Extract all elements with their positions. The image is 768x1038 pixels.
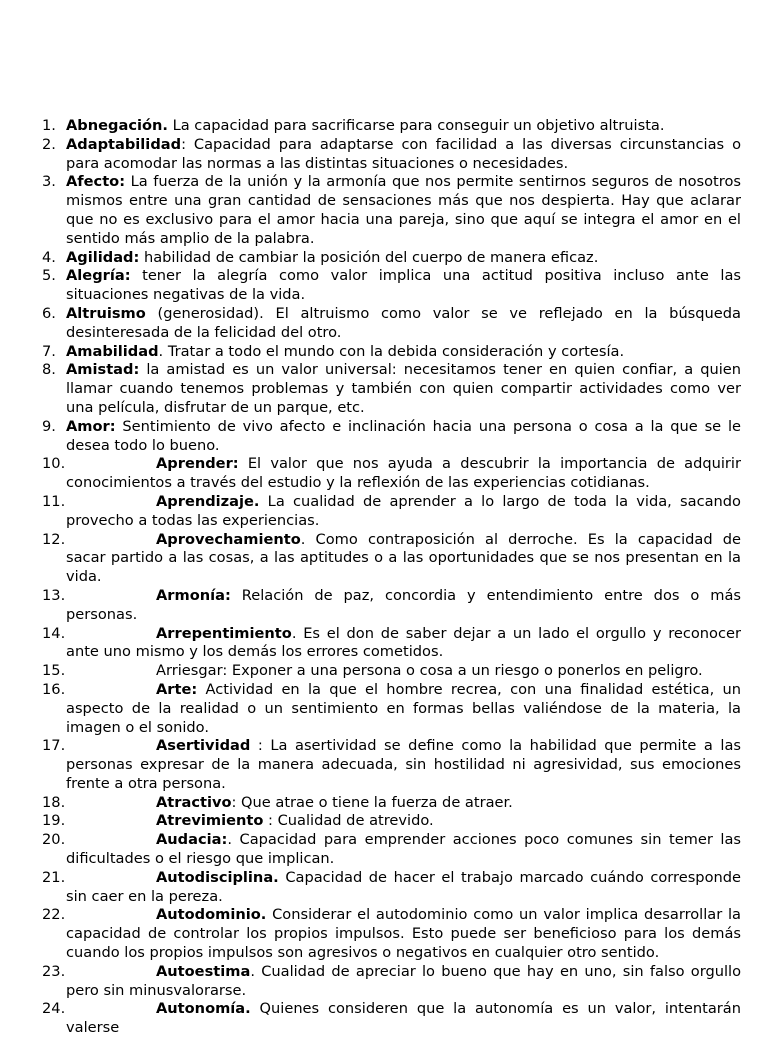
item-term: Agilidad: [66,248,140,266]
item-body [66,625,741,661]
item-term: Amistad: [66,361,140,379]
item-body [156,812,434,829]
item-number: 16. [42,680,66,698]
item-term: Amabilidad [66,342,159,360]
item-term: Autodominio. [156,906,267,924]
item-text: Considerar el autodominio como un valor implica desarrollar la capacidad de controlar los propios impulsos. Esto puede ser beneficioso para los demás cuando los propios impulsos son agresivos o negativos en cualquier otro sentido. [66,906,741,962]
list-item [42,531,741,587]
item-body [66,587,741,623]
item-number: 11. [42,492,66,510]
item-text: : Que atrae o tiene la fuerza de atraer. [231,793,513,811]
item-body [66,906,741,961]
item-body [156,794,513,811]
list-item [42,493,741,531]
item-number: 6. [42,304,56,322]
item-term: Altruismo [66,304,146,322]
list-item [42,963,741,1001]
values-list [42,117,741,1038]
item-number: 9. [42,417,56,435]
item-term: Arrepentimiento [156,624,292,642]
list-item [42,173,741,248]
item-text: . Capacidad para emprender acciones poco comunes sin temer las dificultades o el riesgo que implican. [66,831,741,868]
item-body [66,1000,741,1036]
item-body [66,173,741,246]
item-text: : Capacidad para adaptarse con facilidad a las diversas circunstancias o para acomodar las normas a las distintas situaciones o necesidades. [66,135,741,172]
item-term: Adaptabilidad [66,135,182,153]
item-term: Armonía: [156,586,231,604]
list-item [42,737,741,793]
item-body [66,305,741,341]
item-term: Afecto: [66,173,126,191]
item-body [66,249,598,266]
item-body [66,493,741,529]
item-text: Sentimiento de vivo afecto e inclinación hacia una persona o cosa a la que se le desea todo lo bueno. [66,417,741,454]
item-term: Aprovechamiento [156,530,301,548]
list-item [42,1000,741,1038]
item-text: La cualidad de aprender a lo largo de toda la vida, sacando provecho a todas las experiencias. [66,492,741,529]
list-item [42,249,741,268]
item-text: . Tratar a todo el mundo con la debida consideración y cortesía. [158,342,625,360]
item-body [66,361,741,416]
item-body [66,455,741,491]
item-term: Autoestima [156,962,251,980]
item-number: 2. [42,135,56,153]
item-text: (generosidad). El altruismo como valor se ve reflejado en la búsqueda desinteresada de la felicidad del otro. [66,304,741,341]
item-text: : La asertividad se define como la habilidad que permite a las personas expresar de la manera adecuada, sin hostilidad ni agresividad, sus emociones frente a otra persona. [66,737,741,792]
item-body [66,737,741,792]
item-text: . Cualidad de apreciar lo bueno que hay en uno, sin falso orgullo pero sin minusvalorarse. [66,962,741,999]
item-body [66,681,741,736]
list-item [42,681,741,737]
item-number: 17. [42,737,66,755]
item-number: 10. [42,455,66,473]
item-body [66,963,741,999]
item-number: 22. [42,906,66,924]
item-text: : Cualidad de atrevido. [263,812,434,830]
item-term: Atractivo [156,793,232,811]
list-item [42,662,741,681]
list-item [42,831,741,869]
item-number: 23. [42,962,66,980]
item-text: La capacidad para sacrificarse para conseguir un objetivo altruista. [167,117,665,134]
item-body [66,343,624,360]
list-item [42,136,741,174]
item-term: Abnegación. [66,117,168,134]
item-number: 15. [42,662,66,680]
list-item [42,455,741,493]
item-text: El valor que nos ayuda a descubrir la importancia de adquirir conocimientos a través del estudio y la reflexión de las experiencias cotidianas. [66,455,741,492]
list-item [42,361,741,417]
item-body [66,869,741,905]
item-number: 1. [42,117,56,134]
item-term: Alegría: [66,267,131,285]
item-text: Quienes consideren que la autonomía es un valor, intentarán valerse [66,1000,741,1037]
item-text: . Es el don de saber dejar a un lado el orgullo y reconocer ante uno mismo y los demás los errores cometidos. [66,624,741,661]
item-text: Capacidad de hacer el trabajo marcado cuándo corresponde sin caer en la pereza. [66,868,741,905]
item-number: 3. [42,173,56,191]
list-item [42,906,741,962]
item-number: 14. [42,624,66,642]
item-number: 24. [42,1000,66,1018]
list-item [42,343,741,362]
item-text: . Como contraposición al derroche. Es la capacidad de sacar partido a las cosas, a las aptitudes o a las oportunidades que se nos presentan en la vida. [66,530,741,586]
list-item [42,305,741,343]
item-body [156,662,703,679]
item-number: 20. [42,831,66,849]
item-number: 19. [42,812,66,830]
item-term: Amor: [66,417,116,435]
item-number: 4. [42,248,56,266]
list-item [42,117,741,136]
item-term: Arte: [156,680,198,698]
item-number: 5. [42,267,56,285]
list-item [42,587,741,625]
list-item [42,794,741,813]
item-term: Aprender: [156,455,239,473]
item-term: Asertividad [156,737,251,755]
item-body [66,117,665,134]
list-item [42,869,741,907]
item-body [66,267,741,303]
item-text: la amistad es un valor universal: necesitamos tener en quien confiar, a quien llamar cuando tenemos problemas y también con quien compartir actividades como ver una película, disfrutar de un parque, etc. [66,361,741,416]
item-term: Audacia: [156,831,228,849]
item-text: Actividad en la que el hombre recrea, con una finalidad estética, un aspecto de la realidad o un sentimiento en formas bellas valiéndose de la materia, la imagen o el sonido. [66,680,741,736]
list-item [42,625,741,663]
item-number: 21. [42,868,66,886]
list-item [42,267,741,305]
item-body [66,831,741,867]
item-number: 18. [42,793,66,811]
item-term: Autonomía. [156,1000,251,1018]
item-body [66,418,741,454]
list-item [42,812,741,831]
list-item [42,418,741,456]
item-term: Atrevimiento [156,812,264,830]
item-text: Arriesgar: Exponer a una persona o cosa a un riesgo o ponerlos en peligro. [156,662,703,680]
item-text: La fuerza de la unión y la armonía que nos permite sentirnos seguros de nosotros mismos entre una gran cantidad de sensaciones más que nos despierta. Hay que aclarar que no es exclusivo para el amor hacia una pareja, sino que aquí se integra el amor en el sentido más amplio de la palabra. [66,173,741,247]
item-number: 8. [42,361,56,379]
item-number: 13. [42,586,66,604]
item-text: Relación de paz, concordia y entendimiento entre dos o más personas. [66,586,741,623]
item-number: 7. [42,342,56,360]
item-body [66,136,741,172]
item-number: 12. [42,530,66,548]
item-term: Autodisciplina. [156,868,279,886]
item-body [66,531,741,586]
item-term: Aprendizaje. [156,492,260,510]
item-text: habilidad de cambiar la posición del cuerpo de manera eficaz. [139,248,599,266]
item-text: tener la alegría como valor implica una actitud positiva incluso ante las situaciones negativas de la vida. [66,267,741,304]
